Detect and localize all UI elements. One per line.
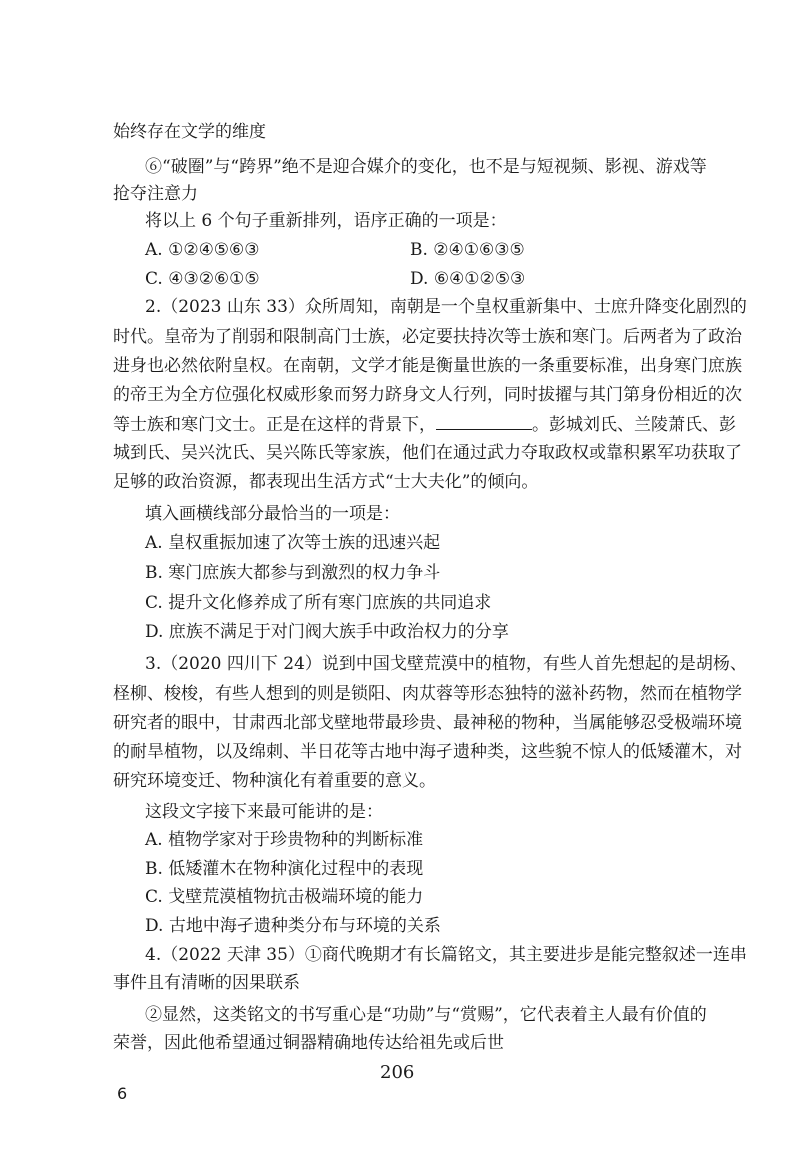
fill-in-blank bbox=[436, 413, 532, 430]
option-b: B. ②④①⑥③⑤ bbox=[410, 240, 525, 260]
option-a: A. 皇权重振加速了次等士族的迅速兴起 bbox=[145, 533, 441, 553]
text-line: 荣誉，因此他希望通过铜器精确地传达给祖先或后世 bbox=[113, 1033, 504, 1053]
text-line: 的帝王为全方位强化权威形象而努力跻身文人行列，同时拔擢与其门第身份相近的次 bbox=[113, 385, 742, 405]
option-a: A. 植物学家对于珍贵物种的判断标准 bbox=[145, 830, 424, 850]
question-4-line: 4.（2022 天津 35）①商代晚期才有长篇铭文，其主要进步是能完整叙述一连串 bbox=[145, 945, 747, 965]
question-prompt: 这段文字接下来最可能讲的是： bbox=[145, 802, 383, 822]
question-3-line: 3.（2020 四川下 24）说到中国戈壁荒漠中的植物，有些人首先想起的是胡杨、 bbox=[145, 654, 747, 674]
text-line: ⑥“破圈”与“跨界”绝不是迎合媒介的变化，也不是与短视频、影视、游戏等 bbox=[145, 157, 707, 177]
option-c: C. ④③②⑥①⑤ bbox=[145, 269, 260, 289]
option-d: D. ⑥④①②⑤③ bbox=[410, 269, 526, 289]
text-line: 柽柳、梭梭，有些人想到的则是锁阳、肉苁蓉等形态独特的滋补药物，然而在植物学 bbox=[113, 684, 742, 704]
option-b: B. 寒门庶族大都参与到激烈的权力争斗 bbox=[145, 563, 441, 583]
text-line: 事件且有清晰的因果联系 bbox=[113, 973, 300, 993]
option-c: C. 提升文化修养成了所有寒门庶族的共同追求 bbox=[145, 593, 492, 613]
page-number: 206 bbox=[380, 1062, 415, 1083]
text-line: ②显然，这类铭文的书写重心是“功勋”与“赏赐”，它代表着主人最有价值的 bbox=[145, 1005, 707, 1025]
corner-mark: 6 bbox=[117, 1084, 128, 1103]
text-line: 时代。皇帝为了削弱和限制高门士族，必定要扶持次等士族和寒门。后两者为了政治 bbox=[113, 327, 742, 347]
text-fragment: 等士族和寒门文士。正是在这样的背景下， bbox=[113, 415, 436, 435]
option-a: A. ①②④⑤⑥③ bbox=[145, 240, 260, 260]
question-prompt: 将以上 6 个句子重新排列，语序正确的一项是： bbox=[145, 211, 507, 231]
option-d: D. 古地中海孑遗种类分布与环境的关系 bbox=[145, 916, 441, 936]
text-line: 足够的政治资源，都表现出生活方式“士大夫化”的倾向。 bbox=[113, 472, 539, 492]
question-2-line: 2.（2023 山东 33）众所周知，南朝是一个皇权重新集中、士庶升降变化剧烈的 bbox=[145, 297, 747, 317]
text-fragment: 。彭城刘氏、兰陵萧氏、彭 bbox=[532, 415, 736, 435]
option-d: D. 庶族不满足于对门阀大族手中政治权力的分享 bbox=[145, 622, 509, 642]
option-b: B. 低矮灌木在物种演化过程中的表现 bbox=[145, 859, 424, 879]
question-prompt: 填入画横线部分最恰当的一项是： bbox=[145, 504, 400, 524]
text-line: 始终存在文学的维度 bbox=[113, 122, 266, 142]
text-line: 抢夺注意力 bbox=[113, 184, 198, 204]
text-line: 研究环境变迁、物种演化有着重要的意义。 bbox=[113, 771, 436, 791]
text-line: 研究者的眼中，甘肃西北部戈壁地带最珍贵、最神秘的物种，当属能够忍受极端环境 bbox=[113, 713, 742, 733]
text-line-with-blank bbox=[113, 413, 736, 436]
text-line: 城到氏、吴兴沈氏、吴兴陈氏等家族，他们在通过武力夺取政权或靠积累军功获取了 bbox=[113, 443, 742, 463]
option-c: C. 戈壁荒漠植物抗击极端环境的能力 bbox=[145, 887, 424, 907]
text-line: 的耐旱植物，以及绵刺、半日花等古地中海孑遗种类，这些貌不惊人的低矮灌木，对 bbox=[113, 742, 742, 762]
text-line: 进身也必然依附皇权。在南朝，文学才能是衡量世族的一条重要标准，出身寒门庶族 bbox=[113, 356, 742, 376]
